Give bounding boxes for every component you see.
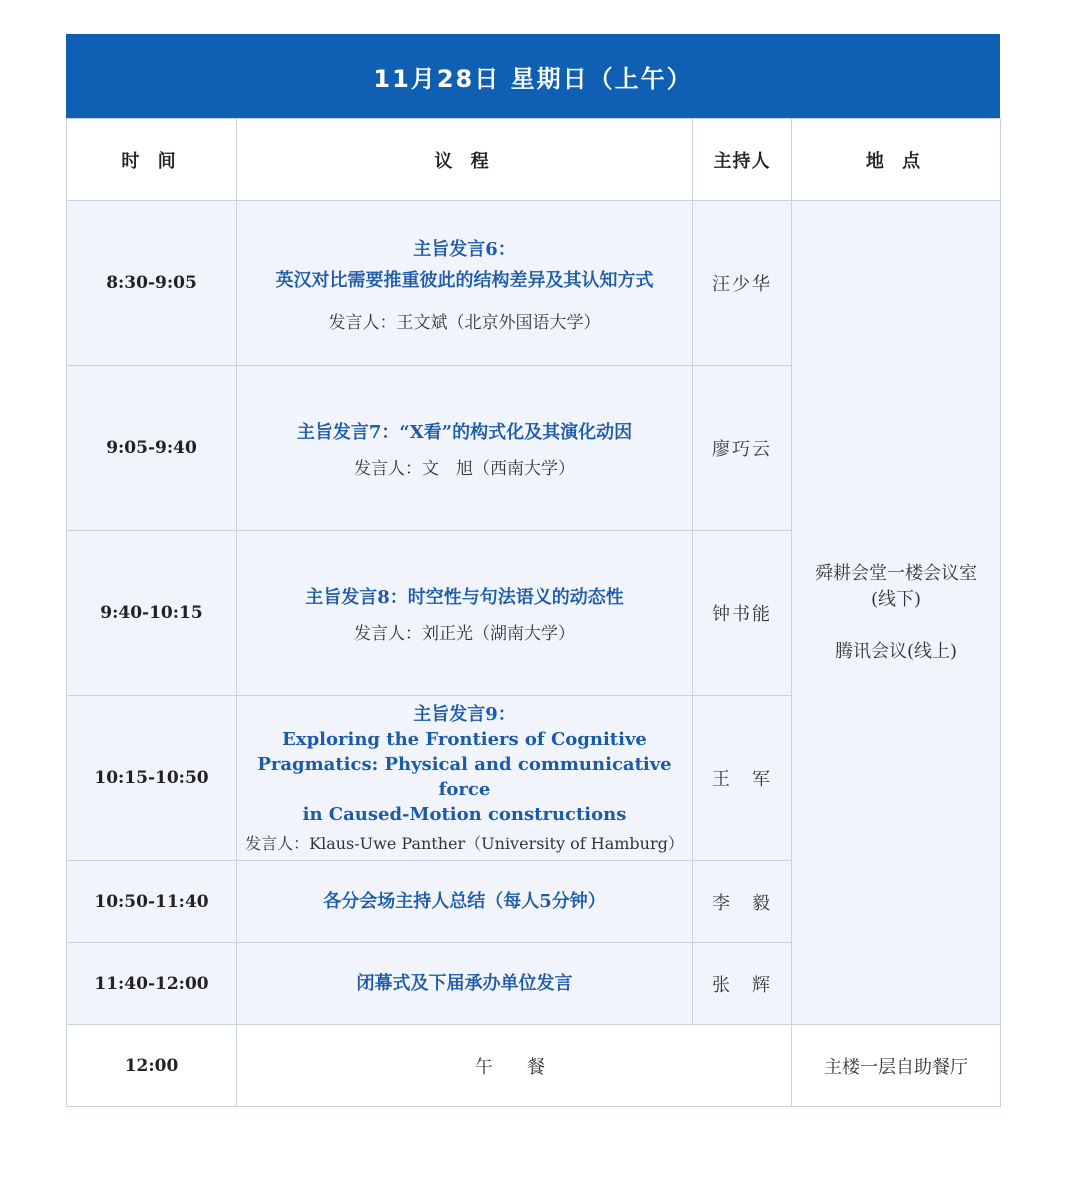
row-agenda	[237, 366, 693, 531]
schedule-container	[66, 34, 1000, 1107]
row-agenda	[237, 943, 693, 1025]
lunch-row	[67, 1025, 1001, 1107]
row-title: Pragmatics: Physical and communicative force	[257, 754, 672, 800]
row-time: 9:40-10:15	[67, 531, 237, 696]
date-banner: 11月28日 星期日（上午）	[66, 34, 1000, 118]
row-title: 主旨发言9：	[413, 704, 516, 725]
row-speaker: 发言人：刘正光（湖南大学）	[354, 624, 575, 644]
row-host: 张 辉	[693, 943, 792, 1025]
header-host: 主持人	[693, 119, 792, 201]
lunch-agenda	[237, 1025, 792, 1107]
row-agenda	[237, 201, 693, 366]
row-speaker: 发言人：Klaus-Uwe Panther（University of Hamburg）	[245, 834, 684, 853]
row-time: 9:05-9:40	[67, 366, 237, 531]
table-row	[67, 201, 1001, 366]
row-title: 主旨发言6：	[413, 238, 516, 260]
lunch-location: 主楼一层自助餐厅	[792, 1025, 1001, 1107]
row-time: 10:15-10:50	[67, 696, 237, 861]
row-speaker: 发言人：文 旭（西南大学）	[354, 459, 575, 479]
location-line: (线下)	[870, 588, 922, 610]
header-row	[67, 119, 1001, 201]
row-host: 廖巧云	[693, 366, 792, 531]
header-location: 地 点	[792, 119, 1001, 201]
row-title: 各分会场主持人总结（每人5分钟）	[323, 891, 606, 912]
row-title: Exploring the Frontiers of Cognitive	[282, 729, 647, 750]
row-host: 李 毅	[693, 861, 792, 943]
row-host: 钟书能	[693, 531, 792, 696]
row-agenda	[237, 861, 693, 943]
lunch-label: 午 餐	[475, 1056, 553, 1078]
row-title: 主旨发言8：时空性与句法语义的动态性	[305, 587, 624, 608]
row-agenda	[237, 531, 693, 696]
location-line: 舜耕会堂一楼会议室	[815, 562, 977, 584]
header-agenda: 议 程	[237, 119, 693, 201]
schedule-table	[66, 118, 1001, 1107]
row-agenda	[237, 696, 693, 861]
row-host: 汪少华	[693, 201, 792, 366]
row-title: in Caused-Motion constructions	[302, 804, 627, 825]
lunch-time: 12:00	[67, 1025, 237, 1107]
location-cell	[792, 201, 1001, 1025]
row-title: 主旨发言7：“X看”的构式化及其演化动因	[296, 422, 633, 443]
row-host: 王 军	[693, 696, 792, 861]
row-title: 闭幕式及下届承办单位发言	[356, 973, 573, 994]
row-title: 英汉对比需要推重彼此的结构差异及其认知方式	[275, 269, 654, 291]
header-time: 时 间	[67, 119, 237, 201]
row-time: 10:50-11:40	[67, 861, 237, 943]
location-line: 腾讯会议(线上)	[834, 640, 958, 662]
row-time: 8:30-9:05	[67, 201, 237, 366]
row-time: 11:40-12:00	[67, 943, 237, 1025]
row-speaker: 发言人：王文斌（北京外国语大学）	[328, 312, 601, 333]
